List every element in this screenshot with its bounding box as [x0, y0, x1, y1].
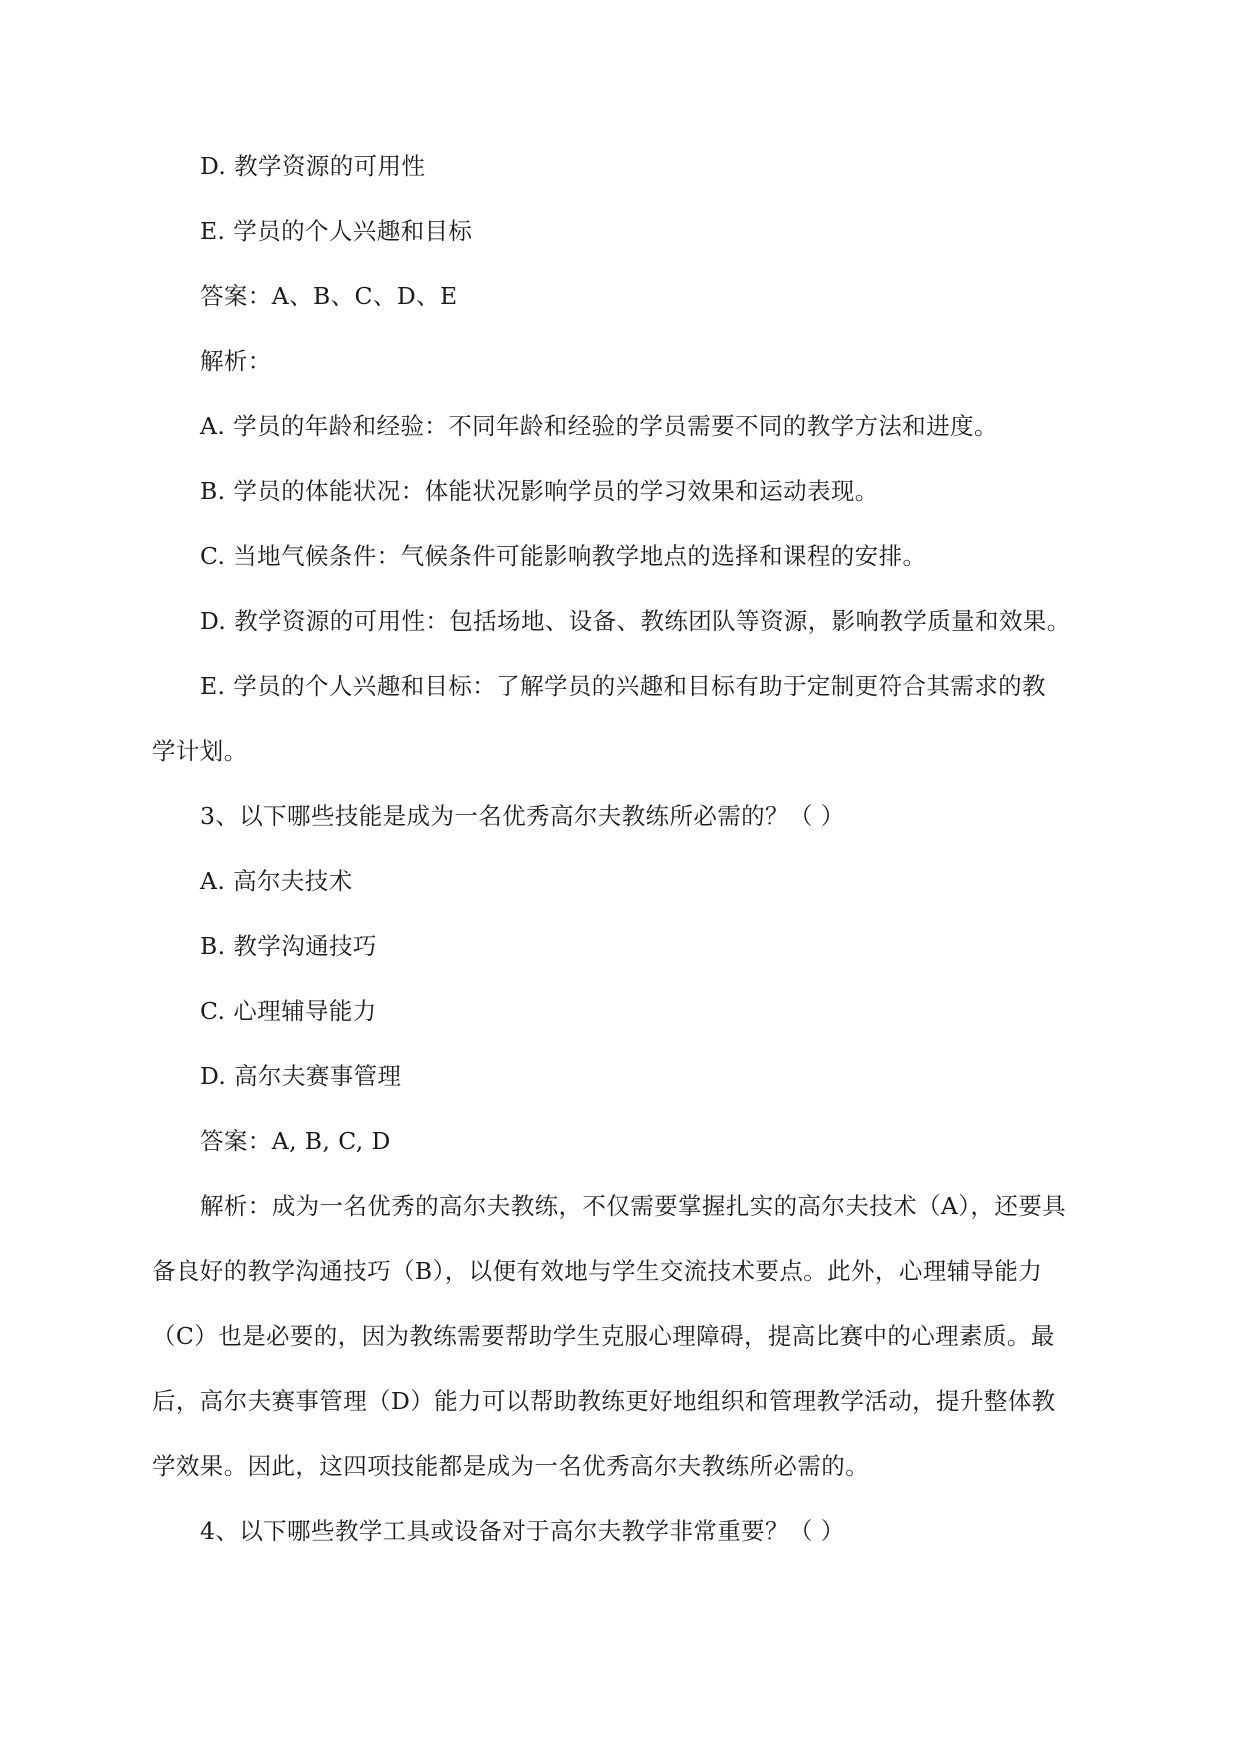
option-d-text: D. 教学资源的可用性: [200, 152, 426, 180]
analysis-item-e-continued: 学计划。: [152, 737, 248, 765]
analysis-item-e: E. 学员的个人兴趣和目标：了解学员的兴趣和目标有助于定制更符合其需求的教: [200, 672, 1046, 700]
question-3-analysis-line-2: 备良好的教学沟通技巧（B），以便有效地与学生交流技术要点。此外，心理辅导能力: [152, 1257, 1043, 1285]
question-3-analysis-line-5: 学效果。因此，这四项技能都是成为一名优秀高尔夫教练所必需的。: [152, 1452, 869, 1480]
question-3-analysis-line-3: （C）也是必要的，因为教练需要帮助学生克服心理障碍，提高比赛中的心理素质。最: [152, 1322, 1055, 1350]
analysis-item-c: C. 当地气候条件：气候条件可能影响教学地点的选择和课程的安排。: [200, 542, 927, 570]
question-4: 4、以下哪些教学工具或设备对于高尔夫教学非常重要？（ ）: [200, 1517, 845, 1545]
question-3: 3、以下哪些技能是成为一名优秀高尔夫教练所必需的？（ ）: [200, 802, 845, 830]
question-3-option-a: A. 高尔夫技术: [200, 867, 353, 895]
question-3-option-b: B. 教学沟通技巧: [200, 932, 377, 960]
question-3-analysis-line-1: 解析：成为一名优秀的高尔夫教练，不仅需要掌握扎实的高尔夫技术（A），还要具: [200, 1192, 1067, 1220]
analysis-heading: 解析：: [200, 347, 272, 375]
analysis-item-b: B. 学员的体能状况：体能状况影响学员的学习效果和运动表现。: [200, 477, 879, 505]
option-e-text: E. 学员的个人兴趣和目标: [200, 217, 473, 245]
answer-line: 答案：A、B、C、D、E: [200, 282, 458, 310]
analysis-item-a: A. 学员的年龄和经验：不同年龄和经验的学员需要不同的教学方法和进度。: [200, 412, 998, 440]
question-3-answer: 答案：A, B, C, D: [200, 1127, 391, 1155]
analysis-item-d: D. 教学资源的可用性：包括场地、设备、教练团队等资源，影响教学质量和效果。: [200, 607, 1071, 635]
question-3-analysis-line-4: 后，高尔夫赛事管理（D）能力可以帮助教练更好地组织和管理教学活动，提升整体教: [152, 1387, 1056, 1415]
question-3-option-d: D. 高尔夫赛事管理: [200, 1062, 402, 1090]
question-3-option-c: C. 心理辅导能力: [200, 997, 377, 1025]
